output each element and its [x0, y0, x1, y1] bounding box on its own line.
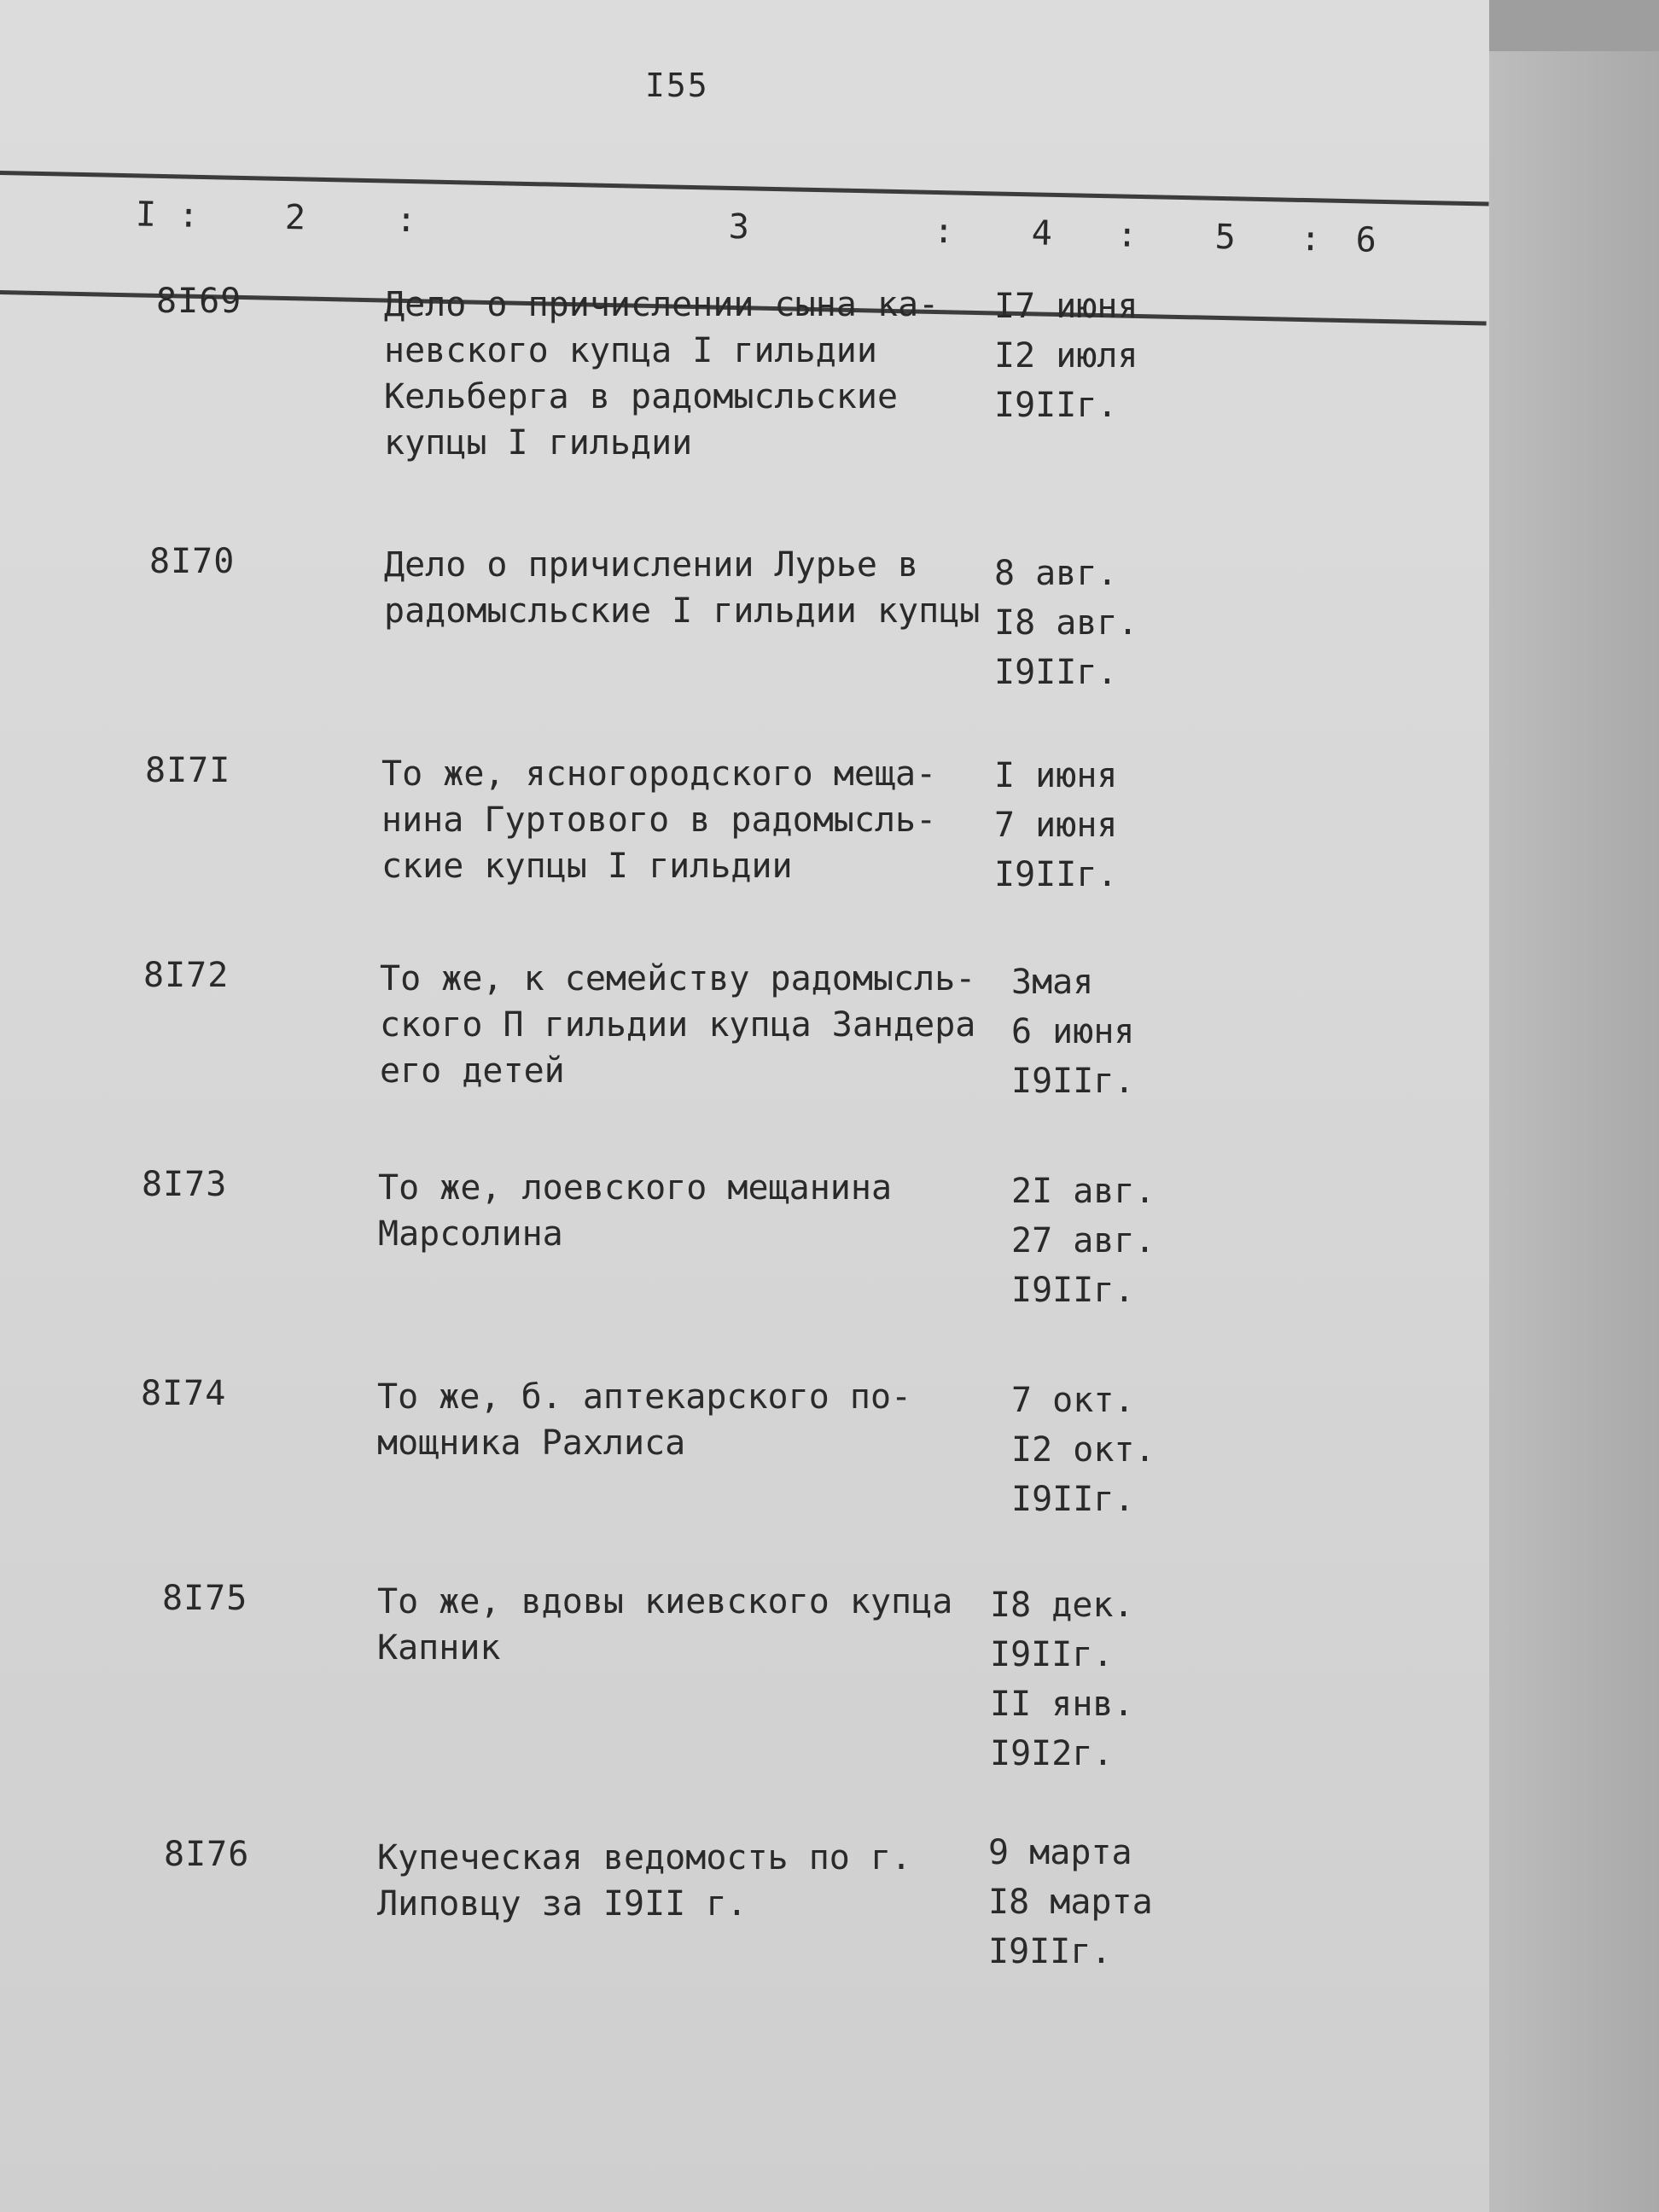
record-number: 8I73 [142, 1165, 228, 1204]
record-description: Купеческая ведомость по г. Липовцу за I9II г. [377, 1838, 912, 1924]
record-dates: 9 марта I8 марта I9IIг. [988, 1833, 1153, 1971]
header-separator: : [1300, 218, 1322, 259]
record-number: 8I70 [149, 542, 236, 581]
record-dates: 2I авг. 27 авг. I9IIг. [1011, 1172, 1155, 1310]
page-edge-shadow [1489, 51, 1659, 2212]
page-number: I55 [645, 67, 709, 104]
record-dates: I июня 7 июня I9IIг. [994, 756, 1118, 894]
record-description: Дело о причислении сына ка- невского купца I гильдии Кельберга в радомысльские купцы I гильдии [384, 285, 940, 463]
record-dates: 7 окт. I2 окт. I9IIг. [1011, 1381, 1155, 1519]
record-number: 8I69 [156, 282, 242, 321]
record-number: 8I74 [141, 1374, 227, 1413]
header-separator: : [1116, 215, 1138, 255]
header-col-4: 4 [1031, 213, 1053, 253]
record-description: То же, к семейству радомысль- ского П гильдии купца Зандера его детей [380, 959, 976, 1091]
record-description: То же, ясногородского меща- нина Гуртового в радомысль- ские купцы I гильдии [381, 754, 937, 886]
record-dates: 8 авг. I8 авг. I9IIг. [994, 554, 1138, 692]
record-description: То же, б. аптекарского по- мощника Рахлиса [377, 1377, 912, 1463]
record-dates: 3мая 6 июня I9IIг. [1011, 963, 1135, 1101]
header-col-5: 5 [1214, 217, 1237, 258]
header-col-6: 6 [1355, 220, 1377, 260]
header-separator: : [933, 211, 955, 252]
record-number: 8I7I [145, 751, 231, 790]
header-col-1: I [135, 195, 157, 235]
record-dates: I8 дек. I9IIг. II янв. I9I2г. [990, 1586, 1134, 1773]
header-col-2: 2 [284, 198, 306, 238]
record-dates: I7 июня I2 июля I9IIг. [994, 287, 1138, 425]
record-description: То же, вдовы киевского купца Капник [377, 1582, 953, 1668]
record-number: 8I75 [162, 1579, 248, 1618]
header-col-3: 3 [728, 207, 750, 247]
record-number: 8I76 [164, 1835, 250, 1874]
header-separator: : [178, 195, 200, 236]
record-number: 8I72 [143, 956, 230, 995]
record-description: То же, лоевского мещанина Марсолина [378, 1168, 893, 1254]
record-description: Дело о причислении Лурье в радомысльские I гильдии купцы [384, 545, 981, 631]
header-separator: : [395, 200, 417, 241]
